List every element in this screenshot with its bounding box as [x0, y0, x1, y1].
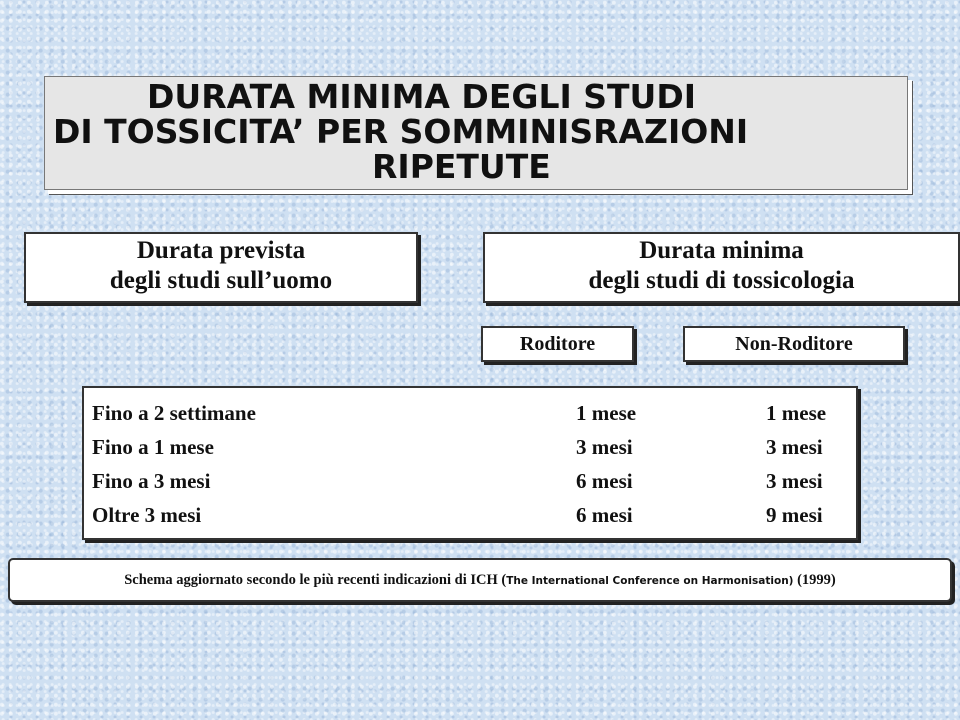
cell-non-rodent-duration: 9 mesi — [766, 503, 823, 527]
cell-rodent-duration: 3 mesi — [576, 435, 633, 459]
note-ich-name: The International Conference on Harmonisation) — [506, 575, 794, 587]
table-row — [92, 498, 832, 532]
header-tox-line-1: Durata minima — [639, 237, 804, 264]
header-human-line-2: degli studi sull’uomo — [109, 267, 333, 294]
note-text: Schema aggiornato secondo le più recenti indicazioni di ICH ( — [124, 572, 507, 588]
cell-rodent-duration: 6 mesi — [576, 503, 633, 527]
header-human-duration — [24, 232, 418, 303]
cell-rodent-duration: 6 mesi — [576, 469, 633, 493]
cell-non-rodent-duration: 1 mese — [766, 401, 827, 425]
title-line-2: DI TOSSICITA’ PER SOMMINISRAZIONI — [53, 112, 749, 151]
cell-human-duration: Oltre 3 mesi — [92, 503, 202, 527]
header-human-line-1: Durata prevista — [136, 237, 306, 264]
subheader-rodent: Roditore — [481, 326, 634, 362]
title-box — [44, 76, 908, 190]
note-year: (1999) — [793, 572, 836, 588]
cell-non-rodent-duration: 3 mesi — [766, 435, 823, 459]
title-line-3: RIPETUTE — [372, 147, 551, 186]
header-tox-duration — [483, 232, 960, 303]
table-row — [92, 396, 832, 430]
cell-human-duration: Fino a 1 mese — [92, 435, 214, 459]
cell-rodent-duration: 1 mese — [576, 401, 637, 425]
source-note — [8, 558, 952, 602]
subheader-non-rodent: Non-Roditore — [683, 326, 905, 362]
table-row — [92, 430, 832, 464]
cell-non-rodent-duration: 3 mesi — [766, 469, 823, 493]
duration-table — [82, 386, 858, 540]
header-tox-line-2: degli studi di tossicologia — [588, 267, 855, 294]
title-line-1: DURATA MINIMA DEGLI STUDI — [147, 77, 696, 116]
cell-human-duration: Fino a 3 mesi — [92, 469, 211, 493]
cell-human-duration: Fino a 2 settimane — [92, 401, 256, 425]
table-row — [92, 464, 832, 498]
